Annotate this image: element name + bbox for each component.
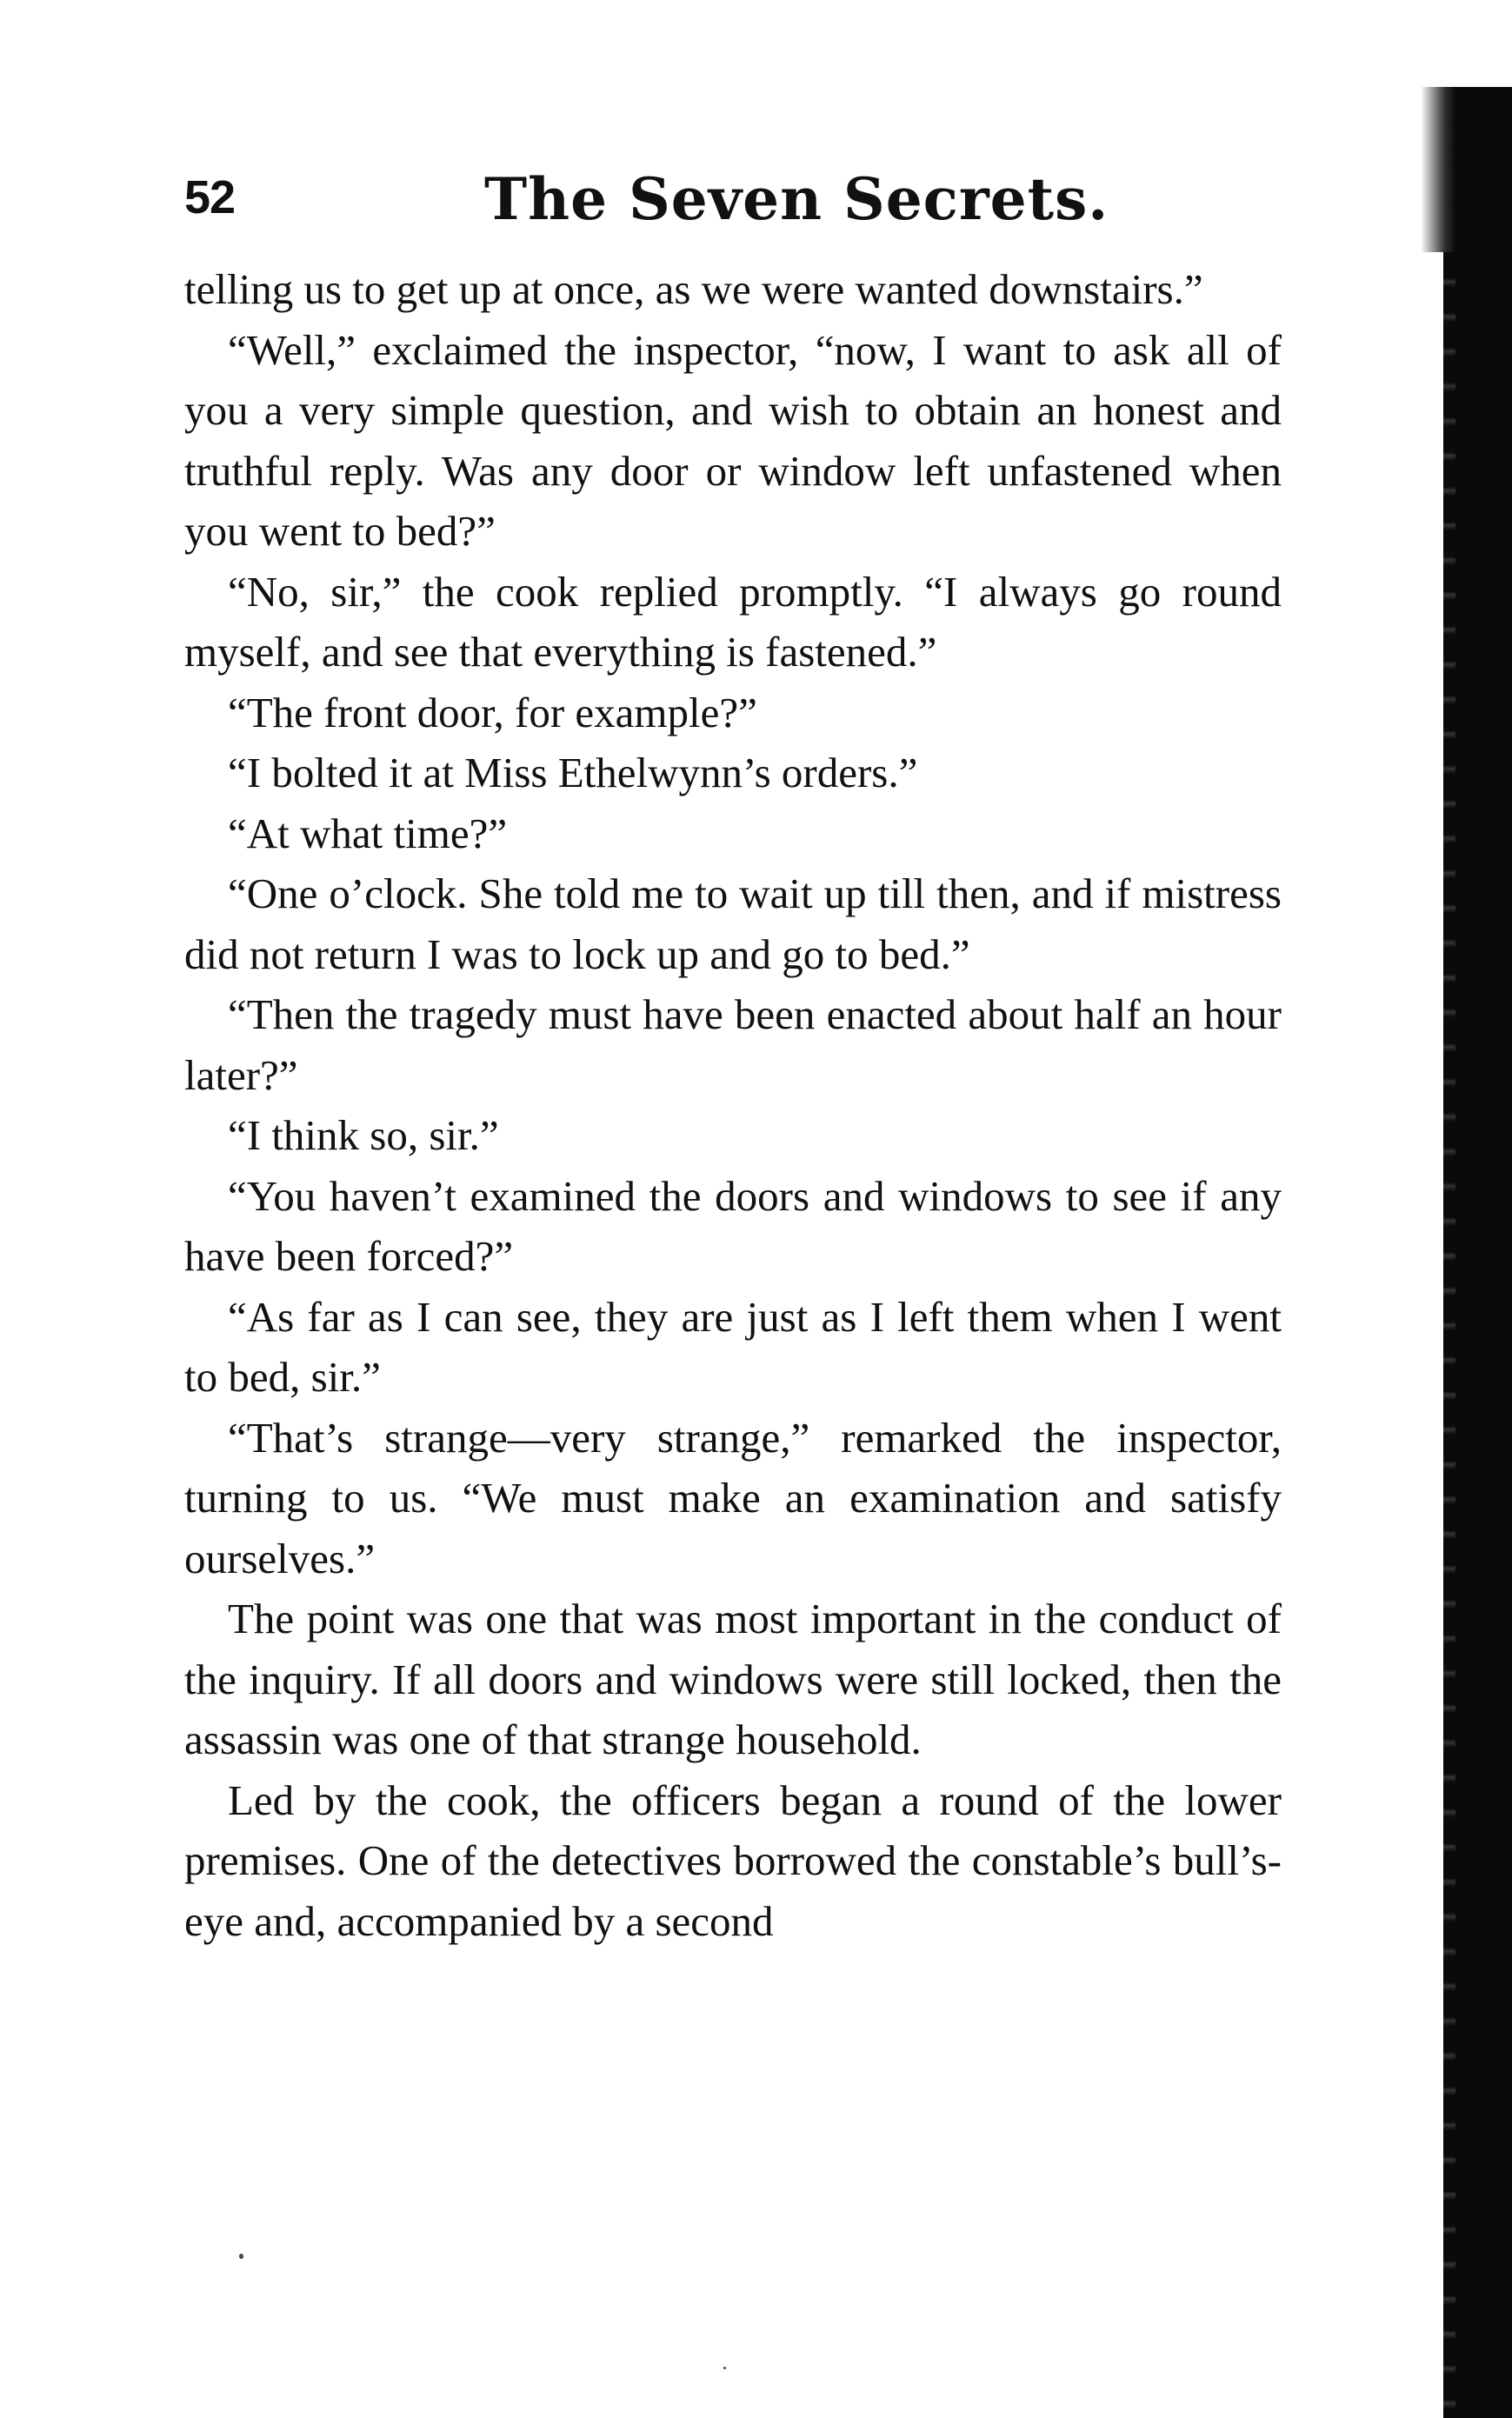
paragraph: “Then the tragedy must have been enacted about half an hour later?”	[184, 990, 1282, 1099]
paragraph: “As far as I can see, they are just as I left them when I went to bed, sir.”	[184, 1292, 1282, 1401]
scan-speck	[723, 2367, 726, 2369]
paragraph: “I bolted it at Miss Ethelwynn’s orders.”	[228, 749, 918, 796]
paragraph: The point was one that was most important in the conduct of the inquiry. If all doors and windows were still locked, then the assassin was one of that strange household.	[184, 1595, 1282, 1763]
page-edge-shadow-top	[1421, 87, 1455, 252]
page-edge-shadow	[1455, 87, 1512, 2418]
body-text	[184, 259, 1282, 1951]
paragraph: “Well,” exclaimed the inspector, “now, I want to ask all of you a very simple question, and wish to obtain an honest and truthful reply. Was any door or window left unfastened when you went to bed?”	[184, 325, 1282, 555]
paragraph: “One o’clock. She told me to wait up till then, and if mistress did not return I was to lock up and go to bed.”	[184, 869, 1282, 978]
paragraph: “That’s strange—very strange,” remarked the inspector, turning to us. “We must make an examination and satisfy ourselves.”	[184, 1413, 1282, 1582]
scan-speck	[239, 2254, 243, 2259]
book-title: The Seven Secrets.	[484, 165, 1109, 233]
page-edge-ragged	[1443, 252, 1455, 2418]
paragraph: “At what time?”	[228, 809, 508, 857]
running-head	[184, 165, 1280, 243]
paragraph: “You haven’t examined the doors and windows to see if any have been forced?”	[184, 1171, 1282, 1280]
paragraph: telling us to get up at once, as we were wanted downstairs.”	[184, 265, 1203, 313]
paragraph: “The front door, for example?”	[228, 688, 757, 736]
paragraph: “I think so, sir.”	[228, 1111, 499, 1159]
paragraph: Led by the cook, the officers began a round of the lower premises. One of the detectives borrowed the constable’s bull’s-eye and, accompanied by a second	[184, 1775, 1282, 1945]
paragraph: “No, sir,” the cook replied promptly. “I always go round myself, and see that everything is fastened.”	[184, 567, 1282, 676]
page-number: 52	[184, 171, 236, 223]
